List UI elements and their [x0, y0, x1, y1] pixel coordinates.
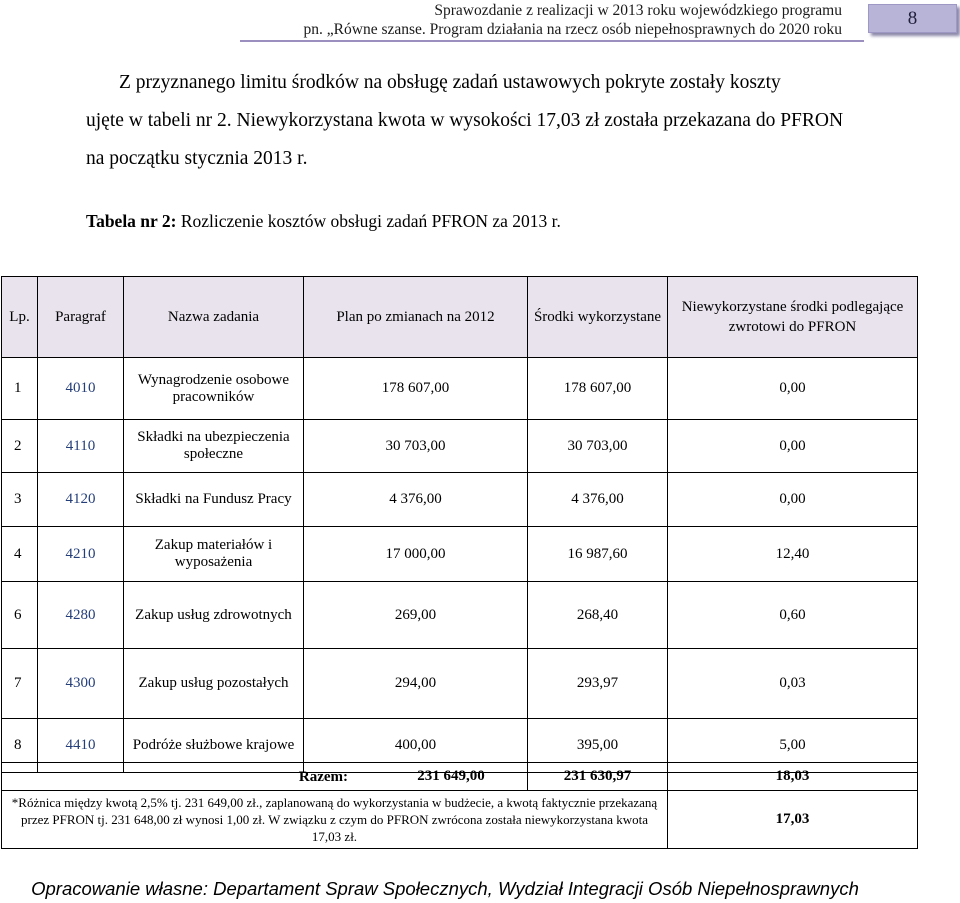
col-header-name: Nazwa zadania [124, 277, 304, 358]
total-used: 231 630,97 [528, 763, 668, 791]
cell-plan: 30 703,00 [304, 420, 528, 473]
cell-plan: 294,00 [304, 649, 528, 719]
header-line-2: pn. „Równe szanse. Program działania na rzecz osób niepełnosprawnych do 2020 roku [303, 20, 842, 38]
cell-plan: 178 607,00 [304, 358, 528, 420]
cell-lp: 3 [2, 473, 38, 527]
cell-used: 178 607,00 [528, 358, 668, 420]
cell-unused: 0,00 [668, 420, 918, 473]
cell-paragraf: 4300 [38, 649, 124, 719]
header-title [0, 2, 842, 39]
cell-used: 16 987,60 [528, 527, 668, 582]
table-row [2, 582, 918, 649]
cell-lp: 2 [2, 420, 38, 473]
cell-plan: 17 000,00 [304, 527, 528, 582]
cell-lp: 1 [2, 358, 38, 420]
table-header-row [2, 277, 918, 358]
col-header-used: Środki wykorzystane [528, 277, 668, 358]
cell-plan: 400,00 [304, 719, 528, 773]
page-header [0, 0, 960, 40]
table-caption [86, 209, 561, 233]
cell-paragraf: 4110 [38, 420, 124, 473]
intro-line-1: Z przyznanego limitu środków na obsługę zadań ustawowych pokryte zostały koszty [119, 72, 781, 93]
cell-used: 30 703,00 [528, 420, 668, 473]
note-row [2, 791, 918, 849]
cell-unused: 0,00 [668, 473, 918, 527]
header-divider [240, 40, 864, 42]
intro-paragraph [86, 64, 866, 178]
cell-plan: 269,00 [304, 582, 528, 649]
cell-unused: 0,00 [668, 358, 918, 420]
cell-name: Podróże służbowe krajowe [124, 719, 304, 773]
cell-unused: 0,03 [668, 649, 918, 719]
col-header-paragraf: Paragraf [38, 277, 124, 358]
cell-name: Zakup usług pozostałych [124, 649, 304, 719]
cell-name: Zakup usług zdrowotnych [124, 582, 304, 649]
intro-line-2: ujęte w tabeli nr 2. Niewykorzystana kwota w wysokości 17,03 zł została przekazana do PFRON [86, 110, 844, 131]
cell-paragraf: 4010 [38, 358, 124, 420]
source-footer: Opracowanie własne: Departament Spraw Społecznych, Wydział Integracji Osób Niepełnosprawnych [31, 878, 859, 899]
difference-note: *Różnica między kwotą 2,5% tj. 231 649,00 zł., zaplanowaną do wykorzystania w budżecie, a kwotą faktycznie przekazaną przez PFRON tj. 231 648,00 zł wynosi 1,00 zł. W związku z czym do PFRON zwrócona została niewykorzystana kwota 17,03 zł. [2, 791, 668, 849]
table-row [2, 358, 918, 420]
cell-lp: 8 [2, 719, 38, 773]
total-label-cell [2, 763, 528, 791]
cell-used: 293,97 [528, 649, 668, 719]
table-row [2, 473, 918, 527]
cell-name: Zakup materiałów i wyposażenia [124, 527, 304, 582]
cell-paragraf: 4410 [38, 719, 124, 773]
table-row [2, 420, 918, 473]
cell-used: 395,00 [528, 719, 668, 773]
total-row [2, 763, 918, 791]
cell-name: Składki na ubezpieczenia społeczne [124, 420, 304, 473]
cell-lp: 6 [2, 582, 38, 649]
cell-lp: 7 [2, 649, 38, 719]
page-number-badge: 8 [868, 4, 957, 33]
table-caption-text: Rozliczenie kosztów obsługi zadań PFRON za 2013 r. [176, 211, 561, 231]
cell-lp: 4 [2, 527, 38, 582]
cell-paragraf: 4120 [38, 473, 124, 527]
col-header-plan: Plan po zmianach na 2012 [304, 277, 528, 358]
summary-table [1, 762, 918, 849]
cell-unused: 5,00 [668, 719, 918, 773]
table-caption-label: Tabela nr 2: [86, 211, 177, 231]
col-header-unused: Niewykorzystane środki podlegające zwrotowi do PFRON [668, 277, 918, 358]
intro-line-3: na początku stycznia 2013 r. [86, 148, 308, 169]
cell-unused: 12,40 [668, 527, 918, 582]
cell-plan: 4 376,00 [304, 473, 528, 527]
cell-unused: 0,60 [668, 582, 918, 649]
cell-used: 4 376,00 [528, 473, 668, 527]
table-row [2, 649, 918, 719]
total-label: Razem: [298, 768, 348, 785]
total-unused: 18,03 [668, 763, 918, 791]
col-header-lp: Lp. [2, 277, 38, 358]
cell-name: Składki na Fundusz Pracy [124, 473, 304, 527]
cell-name: Wynagrodzenie osobowe pracowników [124, 358, 304, 420]
cell-paragraf: 4210 [38, 527, 124, 582]
cell-paragraf: 4280 [38, 582, 124, 649]
total-plan: 231 649,00 [417, 768, 485, 784]
table-row [2, 527, 918, 582]
header-line-1: Sprawozdanie z realizacji w 2013 roku wojewódzkiego programu [434, 2, 842, 19]
note-value: 17,03 [668, 791, 918, 849]
cost-table [1, 276, 918, 773]
cell-used: 268,40 [528, 582, 668, 649]
